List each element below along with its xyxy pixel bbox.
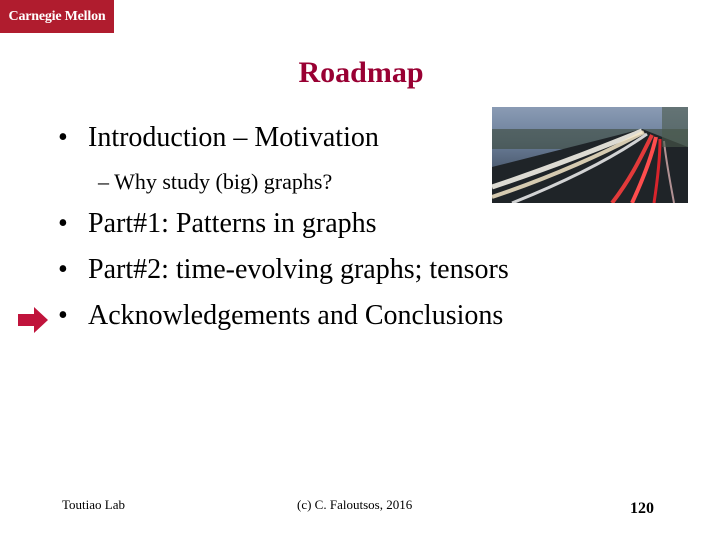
slide-title-container	[0, 56, 720, 90]
bullet-dot: •	[58, 300, 68, 331]
bullet-item-part1	[58, 208, 377, 240]
bullet-dot: •	[58, 254, 68, 285]
bullet-text: Part#1: Patterns in graphs	[88, 208, 377, 239]
bullet-dot: •	[58, 122, 68, 153]
bullet-text: Part#2: time-evolving graphs; tensors	[88, 254, 509, 285]
footer-copyright: (c) C. Faloutsos, 2016	[297, 497, 413, 512]
slide-title: Roadmap	[298, 56, 424, 89]
bullet-dot: •	[58, 208, 68, 239]
bullet-item-part2	[58, 254, 509, 286]
bullet-text: Acknowledgements and Conclusions	[88, 300, 504, 331]
carnegie-mellon-logo: Carnegie Mellon	[0, 0, 114, 33]
footer-lab-name: Toutiao Lab	[62, 497, 125, 512]
highway-light-trails-image	[492, 107, 688, 203]
sub-bullet-why-study: – Why study (big) graphs?	[98, 169, 333, 194]
bullet-text: Introduction – Motivation	[88, 122, 379, 153]
right-arrow-icon	[18, 307, 48, 333]
highway-photo-svg	[492, 107, 688, 203]
page-number: 120	[630, 500, 654, 517]
bullet-item-acknowledgements	[58, 300, 503, 332]
bullet-item-introduction	[58, 122, 379, 154]
